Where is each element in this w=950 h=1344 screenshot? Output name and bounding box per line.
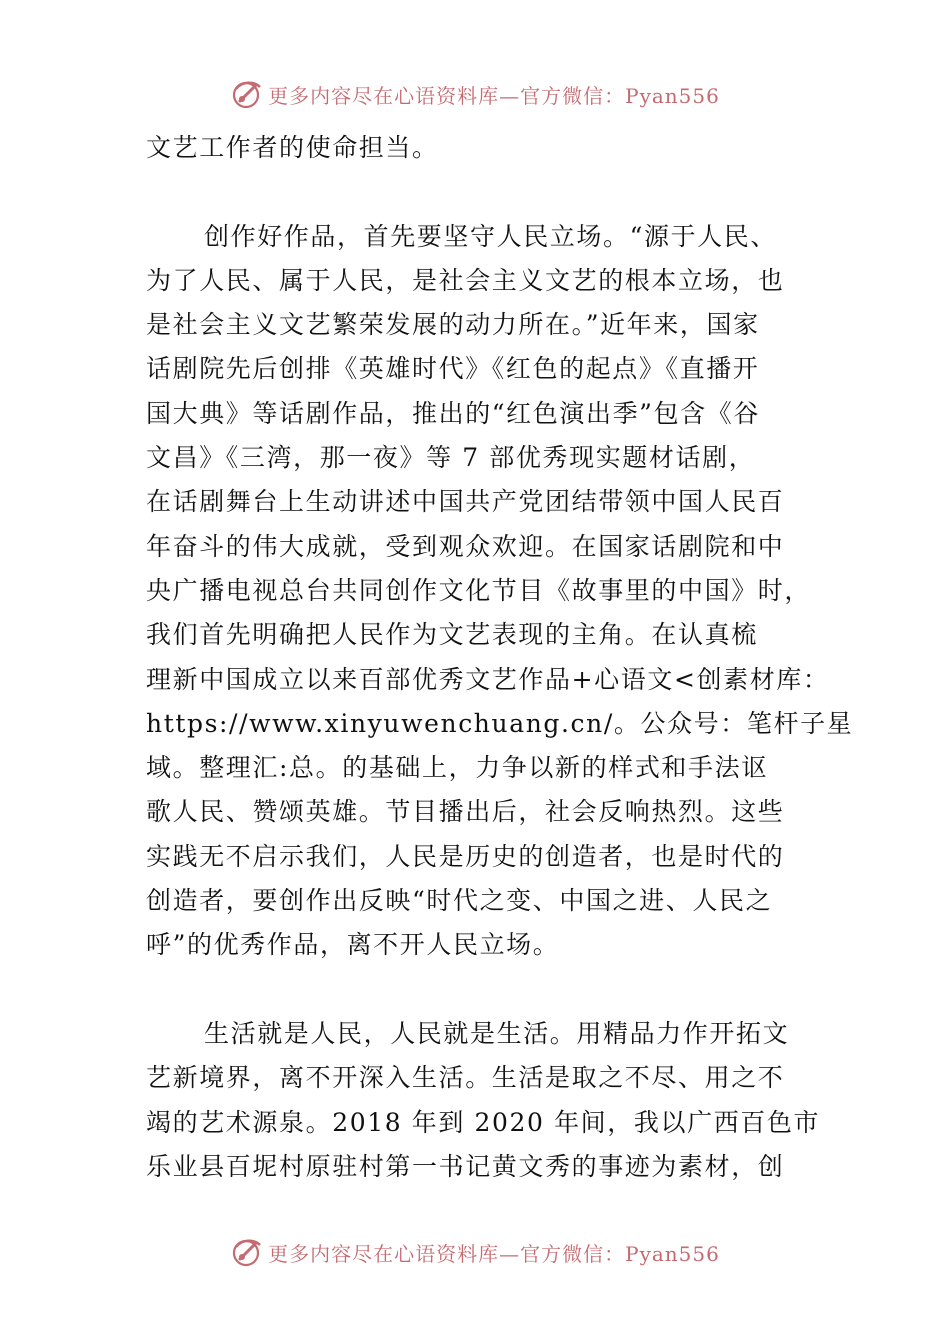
text-line: 为了人民、属于人民，是社会主义文艺的根本立场，也: [146, 265, 785, 295]
paragraph-people-stance: [146, 215, 854, 968]
text-line: 域。整理汇:总。的基础上，力争以新的样式和手法讴: [146, 753, 768, 783]
text-line: 创作好作品，首先要坚守人民立场。“源于人民、: [204, 221, 777, 251]
text-line: https://www.xinyuwenchuang.cn/。公众号：笔杆子星: [146, 708, 854, 738]
text-line: 在话剧舞台上生动讲述中国共产党团结带领中国人民百: [146, 487, 785, 517]
footer-watermark: [0, 1232, 950, 1272]
header-watermark: [0, 74, 950, 114]
text-line: 生活就是人民，人民就是生活。用精品力作开拓文: [204, 1018, 790, 1048]
text-line: 呼”的优秀作品，离不开人民立场。: [146, 930, 560, 960]
text-line: 理新中国成立以来百部优秀文艺作品+心语文<创素材库：: [146, 664, 830, 694]
document-body: [146, 126, 854, 1189]
text-line: 是社会主义文艺繁荣发展的动力所在。”近年来，国家: [146, 310, 760, 340]
text-line: 文艺工作者的使命担当。: [146, 133, 439, 162]
text-line: 乐业县百坭村原驻村第一书记黄文秀的事迹为素材，创: [146, 1151, 785, 1181]
text-line: 竭的艺术源泉。2018 年到 2020 年间，我以广西百色市: [146, 1107, 821, 1137]
text-line: 话剧院先后创排《英雄时代》《红色的起点》《直播开: [146, 354, 760, 384]
paragraph-continuation: [146, 126, 816, 170]
text-line: 国大典》等话剧作品，推出的“红色演出季”包含《谷: [146, 398, 760, 428]
text-line: 实践无不启示我们，人民是历史的创造者，也是时代的: [146, 841, 785, 871]
footer-watermark-text: 更多内容尽在心语资料库—官方微信：Pyan556: [268, 1241, 720, 1266]
paragraph-gap: [146, 968, 816, 1012]
paragraph-life: [146, 1012, 821, 1189]
text-line: 歌人民、赞颂英雄。节目播出后，社会反响热烈。这些: [146, 797, 785, 827]
brush-logo-icon: [230, 77, 264, 111]
text-line: 艺新境界，离不开深入生活。生活是取之不尽、用之不: [146, 1063, 785, 1093]
text-line: 年奋斗的伟大成就，受到观众欢迎。在国家话剧院和中: [146, 531, 785, 561]
paragraph-gap: [146, 170, 816, 214]
text-line: 创造者，要创作出反映“时代之变、中国之进、人民之: [146, 886, 773, 916]
header-watermark-text: 更多内容尽在心语资料库—官方微信：Pyan556: [268, 83, 720, 108]
text-line: 文昌》《三湾，那一夜》等 7 部优秀现实题材话剧，: [146, 443, 756, 473]
text-line: 我们首先明确把人民作为文艺表现的主角。在认真梳: [146, 620, 758, 650]
text-line: 央广播电视总台共同创作文化节目《故事里的中国》时，: [146, 575, 812, 605]
brush-logo-icon: [230, 1235, 264, 1269]
